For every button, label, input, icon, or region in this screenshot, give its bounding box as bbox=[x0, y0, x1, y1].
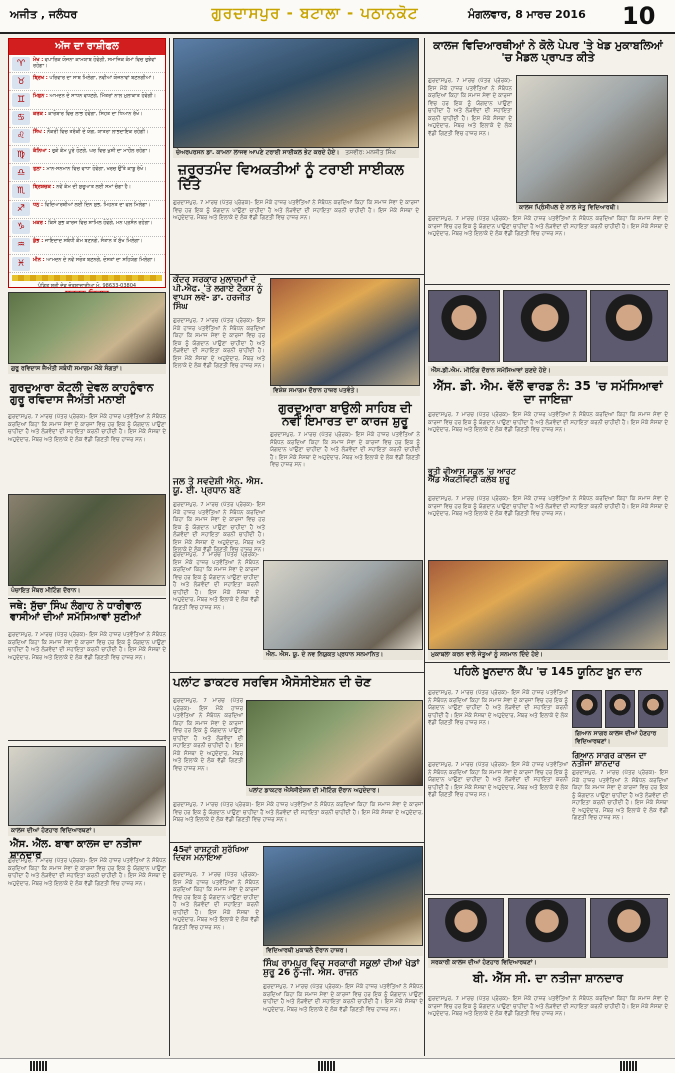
photo-credit: ਤਸਵੀਰ: ਮਨਜੀਤ ਸਿੰਘ bbox=[345, 149, 396, 156]
slogans-photo bbox=[263, 846, 423, 946]
horoscope-box bbox=[8, 38, 166, 288]
gyan-sagar-caption: ਗਿਆਨ ਸਾਗਰ ਕਾਲਜ ਦੀਆਂ ਹੋਣਹਾਰ ਵਿਦਿਆਰਥਣਾਂ। bbox=[572, 729, 668, 747]
womens-day-headline: 45ਵਾਂ ਰਾਸ਼ਟਰੀ ਸੁਰੱਖਿਆ ਦਿਵਸ ਮਨਾਇਆ bbox=[173, 845, 249, 863]
plant-headline: ਪਲਾਂਟ ਡਾਕਟਰ ਸਰਵਿਸ ਐਸੋਸੀਏਸ਼ਨ ਦੀ ਚੋਣ bbox=[173, 675, 371, 689]
gurdwara-kotli-body: ਗੁਰਦਾਸਪੁਰ, 7 ਮਾਰਚ (ਪੱਤਰ ਪ੍ਰੇਰਕ)- ਇਸ ਮੌਕੇ ਹਾਜ਼ਰ ਪਤਵੰਤਿਆਂ ਨੇ ਸੰਬੋਧਨ ਕਰਦਿਆਂ ਕਿਹਾ ਕਿ ਸਮਾਜ ਸੇਵਾ ਦੇ ਕਾਰਜਾਂ ਵਿਚ ਹਰ ਇਕ ਨੂੰ ਯੋਗਦਾਨ ਪਾਉਣਾ ਚਾਹੀਦਾ ਹੈ ਅਤੇ ਲੋੜਵੰਦਾਂ ਦੀ ਸਹਾਇਤਾ ਕਰਨੀ ਚਾਹੀਦੀ ਹੈ। ਇਸ ਮੌਕੇ ਸੰਸਥਾ ਦੇ ਅਹੁਦੇਦਾਰ, ਮੈਂਬਰ ਅਤੇ ਇਲਾਕੇ ਦੇ ਲੋਕ ਵੱਡੀ ਗਿਣਤੀ ਵਿਚ ਹਾਜ਼ਰ ਸਨ। bbox=[8, 414, 166, 443]
panchayat-caption: ਪੰਚਾਇਤ ਮੈਂਬਰ ਮੀਟਿੰਗ ਦੌਰਾਨ। bbox=[8, 586, 166, 596]
column-divider bbox=[169, 38, 170, 1056]
horoscope-row bbox=[9, 182, 165, 200]
horoscope-row bbox=[9, 55, 165, 73]
slogans-headline: ਸਿੰਘ ਰਾਮਪੁਰ ਵਿਚ ਸਰਕਾਰੀ ਸਕੂਲਾਂ ਦੀਆਂ ਖੇਡਾਂ ਸ਼ੁਰੂ 26 ਨੂੰ-ਜੀ. ਐਸ. ਰਾਜਨ bbox=[263, 959, 420, 979]
nsu-body: ਗੁਰਦਾਸਪੁਰ, 7 ਮਾਰਚ (ਪੱਤਰ ਪ੍ਰੇਰਕ)- ਇਸ ਮੌਕੇ ਹਾਜ਼ਰ ਪਤਵੰਤਿਆਂ ਨੇ ਸੰਬੋਧਨ ਕਰਦਿਆਂ ਕਿਹਾ ਕਿ ਸਮਾਜ ਸੇਵਾ ਦੇ ਕਾਰਜਾਂ ਵਿਚ ਹਰ ਇਕ ਨੂੰ ਯੋਗਦਾਨ ਪਾਉਣਾ ਚਾਹੀਦਾ ਹੈ ਅਤੇ ਲੋੜਵੰਦਾਂ ਦੀ ਸਹਾਇਤਾ ਕਰਨੀ ਚਾਹੀਦੀ ਹੈ। ਇਸ ਮੌਕੇ ਸੰਸਥਾ ਦੇ ਅਹੁਦੇਦਾਰ, ਮੈਂਬਰ ਅਤੇ ਇਲਾਕੇ ਦੇ ਲੋਕ ਵੱਡੀ ਗਿਣਤੀ ਵਿਚ ਹਾਜ਼ਰ ਸਨ। bbox=[173, 552, 259, 611]
ms-college-body: ਗੁਰਦਾਸਪੁਰ, 7 ਮਾਰਚ (ਪੱਤਰ ਪ੍ਰੇਰਕ)- ਇਸ ਮੌਕੇ ਹਾਜ਼ਰ ਪਤਵੰਤਿਆਂ ਨੇ ਸੰਬੋਧਨ ਕਰਦਿਆਂ ਕਿਹਾ ਕਿ ਸਮਾਜ ਸੇਵਾ ਦੇ ਕਾਰਜਾਂ ਵਿਚ ਹਰ ਇਕ ਨੂੰ ਯੋਗਦਾਨ ਪਾਉਣਾ ਚਾਹੀਦਾ ਹੈ ਅਤੇ ਲੋੜਵੰਦਾਂ ਦੀ ਸਹਾਇਤਾ ਕਰਨੀ ਚਾਹੀਦੀ ਹੈ। ਇਸ ਮੌਕੇ ਸੰਸਥਾ ਦੇ ਅਹੁਦੇਦਾਰ, ਮੈਂਬਰ ਅਤੇ ਇਲਾਕੇ ਦੇ ਲੋਕ ਵੱਡੀ ਗਿਣਤੀ ਵਿਚ ਹਾਜ਼ਰ ਸਨ। bbox=[8, 858, 166, 887]
nsu-photo bbox=[263, 560, 423, 650]
zodiac-icon: ♎ bbox=[12, 166, 30, 180]
sign-name: ਮੇਖ : bbox=[33, 56, 44, 63]
horoscope-divider bbox=[12, 275, 162, 281]
plant-body-2: ਗੁਰਦਾਸਪੁਰ, 7 ਮਾਰਚ (ਪੱਤਰ ਪ੍ਰੇਰਕ)- ਇਸ ਮੌਕੇ ਹਾਜ਼ਰ ਪਤਵੰਤਿਆਂ ਨੇ ਸੰਬੋਧਨ ਕਰਦਿਆਂ ਕਿਹਾ ਕਿ ਸਮਾਜ ਸੇਵਾ ਦੇ ਕਾਰਜਾਂ ਵਿਚ ਹਰ ਇਕ ਨੂੰ ਯੋਗਦਾਨ ਪਾਉਣਾ ਚਾਹੀਦਾ ਹੈ ਅਤੇ ਲੋੜਵੰਦਾਂ ਦੀ ਸਹਾਇਤਾ ਕਰਨੀ ਚਾਹੀਦੀ ਹੈ। ਇਸ ਮੌਕੇ ਸੰਸਥਾ ਦੇ ਅਹੁਦੇਦਾਰ, ਮੈਂਬਰ ਅਤੇ ਇਲਾਕੇ ਦੇ ਲੋਕ ਵੱਡੀ ਗਿਣਤੀ ਵਿਚ ਹਾਜ਼ਰ ਸਨ। bbox=[173, 802, 423, 823]
horoscope-text bbox=[33, 257, 165, 271]
gurdwara-kotli-photo bbox=[8, 292, 166, 364]
blood-body: ਗੁਰਦਾਸਪੁਰ, 7 ਮਾਰਚ (ਪੱਤਰ ਪ੍ਰੇਰਕ)- ਇਸ ਮੌਕੇ ਹਾਜ਼ਰ ਪਤਵੰਤਿਆਂ ਨੇ ਸੰਬੋਧਨ ਕਰਦਿਆਂ ਕਿਹਾ ਕਿ ਸਮਾਜ ਸੇਵਾ ਦੇ ਕਾਰਜਾਂ ਵਿਚ ਹਰ ਇਕ ਨੂੰ ਯੋਗਦਾਨ ਪਾਉਣਾ ਚਾਹੀਦਾ ਹੈ ਅਤੇ ਲੋੜਵੰਦਾਂ ਦੀ ਸਹਾਇਤਾ ਕਰਨੀ ਚਾਹੀਦੀ ਹੈ। ਇਸ ਮੌਕੇ ਸੰਸਥਾ ਦੇ ਅਹੁਦੇਦਾਰ, ਮੈਂਬਰ ਅਤੇ ਇਲਾਕੇ ਦੇ ਲੋਕ ਵੱਡੀ ਗਿਣਤੀ ਵਿਚ ਹਾਜ਼ਰ ਸਨ। bbox=[428, 690, 568, 726]
row-divider bbox=[425, 284, 670, 285]
bhoot-headline: ਭੂਤੀ ਵੀਆਸ ਸਕੂਲ 'ਚ ਆਰਟ ਐਂਡ ਐਕਟੀਵਿਟੀ ਕਲੱਬ ਸ਼ੁਰੂ bbox=[428, 467, 516, 485]
zodiac-icon: ♈ bbox=[12, 57, 30, 71]
sdm-photo-caption: ਐੱਸ.ਡੀ.ਐਮ. ਮੀਟਿੰਗ ਦੌਰਾਨ ਸਮੱਸਿਆਵਾਂ ਸੁਣਦੇ ਹੋਏ। bbox=[428, 366, 668, 376]
gurdwara-event-caption: ਵਿਸ਼ੇਸ਼ ਸਮਾਗਮ ਦੌਰਾਨ ਹਾਜ਼ਰ ਪਤਵੰਤੇ। bbox=[270, 386, 420, 396]
sign-name: ਕਰਕ : bbox=[33, 111, 47, 118]
sign-forecast: ਮਾਨ-ਸਨਮਾਨ ਵਿਚ ਵਾਧਾ ਹੋਵੇਗਾ, ਖਰਚ ਉੱਤੇ ਕਾਬੂ ਰੱਖੋ। bbox=[46, 165, 147, 172]
ms-college-headline: ਐੱਸ. ਐੱਲ. ਬਾਵਾ ਕਾਲਜ ਦਾ ਨਤੀਜਾ ਸ਼ਾਨਦਾਰ bbox=[10, 839, 142, 861]
sign-name: ਬ੍ਰਿਸ਼ਚਕ : bbox=[33, 183, 55, 190]
row-divider bbox=[170, 842, 424, 843]
student-photo-1 bbox=[572, 690, 602, 728]
water-body: ਗੁਰਦਾਸਪੁਰ, 7 ਮਾਰਚ (ਪੱਤਰ ਪ੍ਰੇਰਕ)- ਇਸ ਮੌਕੇ ਹਾਜ਼ਰ ਪਤਵੰਤਿਆਂ ਨੇ ਸੰਬੋਧਨ ਕਰਦਿਆਂ ਕਿਹਾ ਕਿ ਸਮਾਜ ਸੇਵਾ ਦੇ ਕਾਰਜਾਂ ਵਿਚ ਹਰ ਇਕ ਨੂੰ ਯੋਗਦਾਨ ਪਾਉਣਾ ਚਾਹੀਦਾ ਹੈ ਅਤੇ ਲੋੜਵੰਦਾਂ ਦੀ ਸਹਾਇਤਾ ਕਰਨੀ ਚਾਹੀਦੀ ਹੈ। ਇਸ ਮੌਕੇ ਸੰਸਥਾ ਦੇ ਅਹੁਦੇਦਾਰ, ਮੈਂਬਰ ਅਤੇ ਇਲਾਕੇ ਦੇ ਲੋਕ ਵੱਡੀ ਗਿਣਤੀ ਵਿਚ ਹਾਜ਼ਰ ਸਨ। bbox=[173, 502, 265, 553]
wheelchair-photo bbox=[173, 38, 419, 148]
sign-name: ਸਿੰਘ : bbox=[33, 129, 46, 136]
row-divider bbox=[8, 598, 166, 599]
row-divider bbox=[8, 740, 166, 741]
plant-body: ਗੁਰਦਾਸਪੁਰ, 7 ਮਾਰਚ (ਪੱਤਰ ਪ੍ਰੇਰਕ)- ਇਸ ਮੌਕੇ ਹਾਜ਼ਰ ਪਤਵੰਤਿਆਂ ਨੇ ਸੰਬੋਧਨ ਕਰਦਿਆਂ ਕਿਹਾ ਕਿ ਸਮਾਜ ਸੇਵਾ ਦੇ ਕਾਰਜਾਂ ਵਿਚ ਹਰ ਇਕ ਨੂੰ ਯੋਗਦਾਨ ਪਾਉਣਾ ਚਾਹੀਦਾ ਹੈ ਅਤੇ ਲੋੜਵੰਦਾਂ ਦੀ ਸਹਾਇਤਾ ਕਰਨੀ ਚਾਹੀਦੀ ਹੈ। ਇਸ ਮੌਕੇ ਸੰਸਥਾ ਦੇ ਅਹੁਦੇਦਾਰ, ਮੈਂਬਰ ਅਤੇ ਇਲਾਕੇ ਦੇ ਲੋਕ ਵੱਡੀ ਗਿਣਤੀ ਵਿਚ ਹਾਜ਼ਰ ਸਨ। bbox=[173, 698, 243, 772]
sign-forecast: ਜਾਇਦਾਦ ਸਬੰਧੀ ਕੰਮ ਬਣਨਗੇ, ਸੰਤਾਨ ਤੋਂ ਸੁੱਖ ਮਿਲੇਗਾ। bbox=[44, 238, 143, 245]
sign-forecast: ਕਾਰੋਬਾਰ ਵਿਚ ਲਾਭ ਹੋਵੇਗਾ, ਸਿਹਤ ਦਾ ਧਿਆਨ ਰੱਖੋ। bbox=[48, 111, 143, 118]
horoscope-row bbox=[9, 219, 165, 237]
sdm-portrait-2 bbox=[503, 290, 587, 362]
central-govt-headline: ਕੇਂਦਰ ਸਰਕਾਰ ਮੁਲਾਜ਼ਮਾਂ ਦੇ ਪੀ.ਐਫ. 'ਤੇ ਲਗਾਏ ਟੈਕਸ ਨੂੰ ਵਾਪਸ ਲਵੇ- ਡਾ. ਹਰਜੀਤ ਸਿੰਘ bbox=[173, 275, 263, 312]
sdm-body: ਗੁਰਦਾਸਪੁਰ, 7 ਮਾਰਚ (ਪੱਤਰ ਪ੍ਰੇਰਕ)- ਇਸ ਮੌਕੇ ਹਾਜ਼ਰ ਪਤਵੰਤਿਆਂ ਨੇ ਸੰਬੋਧਨ ਕਰਦਿਆਂ ਕਿਹਾ ਕਿ ਸਮਾਜ ਸੇਵਾ ਦੇ ਕਾਰਜਾਂ ਵਿਚ ਹਰ ਇਕ ਨੂੰ ਯੋਗਦਾਨ ਪਾਉਣਾ ਚਾਹੀਦਾ ਹੈ ਅਤੇ ਲੋੜਵੰਦਾਂ ਦੀ ਸਹਾਇਤਾ ਕਰਨੀ ਚਾਹੀਦੀ ਹੈ। ਇਸ ਮੌਕੇ ਸੰਸਥਾ ਦੇ ਅਹੁਦੇਦਾਰ, ਮੈਂਬਰ ਅਤੇ ਇਲਾਕੇ ਦੇ ਲੋਕ ਵੱਡੀ ਗਿਣਤੀ ਵਿਚ ਹਾਜ਼ਰ ਸਨ। bbox=[428, 412, 668, 433]
bsc-photo-1 bbox=[428, 898, 504, 958]
page-number: 10 bbox=[622, 2, 656, 30]
ms-college-photo bbox=[8, 746, 166, 826]
panchayat-body: ਗੁਰਦਾਸਪੁਰ, 7 ਮਾਰਚ (ਪੱਤਰ ਪ੍ਰੇਰਕ)- ਇਸ ਮੌਕੇ ਹਾਜ਼ਰ ਪਤਵੰਤਿਆਂ ਨੇ ਸੰਬੋਧਨ ਕਰਦਿਆਂ ਕਿਹਾ ਕਿ ਸਮਾਜ ਸੇਵਾ ਦੇ ਕਾਰਜਾਂ ਵਿਚ ਹਰ ਇਕ ਨੂੰ ਯੋਗਦਾਨ ਪਾਉਣਾ ਚਾਹੀਦਾ ਹੈ ਅਤੇ ਲੋੜਵੰਦਾਂ ਦੀ ਸਹਾਇਤਾ ਕਰਨੀ ਚਾਹੀਦੀ ਹੈ। ਇਸ ਮੌਕੇ ਸੰਸਥਾ ਦੇ ਅਹੁਦੇਦਾਰ, ਮੈਂਬਰ ਅਤੇ ਇਲਾਕੇ ਦੇ ਲੋਕ ਵੱਡੀ ਗਿਣਤੀ ਵਿਚ ਹਾਜ਼ਰ ਸਨ। bbox=[8, 632, 166, 661]
row-divider bbox=[170, 672, 424, 673]
sdm-portrait-3 bbox=[590, 290, 668, 362]
student-photo-3 bbox=[638, 690, 668, 728]
row-divider bbox=[425, 894, 670, 895]
sign-name: ਮਿਥੁਨ : bbox=[33, 92, 48, 99]
gurdwara-event-photo bbox=[270, 278, 420, 386]
horoscope-row bbox=[9, 128, 165, 146]
horoscope-row bbox=[9, 237, 165, 255]
nsu-caption: ਐਨ. ਐਸ. ਯੂ. ਦੇ ਨਵ ਨਿਯੁਕਤ ਪ੍ਰਧਾਨ ਸਨਮਾਨਿਤ। bbox=[263, 650, 423, 660]
horoscope-text bbox=[33, 238, 165, 252]
sign-forecast: ਕਿਸੇ ਸ਼ੁਭ ਕਾਰਜ ਵਿਚ ਸ਼ਾਮਿਲ ਹੋਵੋਗੇ, ਮਨ ਪ੍ਰਸੰਨ ਰਹੇਗਾ। bbox=[48, 220, 153, 227]
sign-name: ਬ੍ਰਿਖ : bbox=[33, 74, 48, 81]
zodiac-icon: ♍ bbox=[12, 148, 30, 162]
sdm-portrait-1 bbox=[428, 290, 500, 362]
horoscope-text bbox=[33, 220, 165, 234]
horoscope-text bbox=[33, 129, 165, 143]
registration-marks bbox=[620, 1061, 637, 1071]
panchayat-photo bbox=[8, 494, 166, 586]
gurdwara-kotli-headline: ਗੁਰਦੁਆਰਾ ਕੋਟਲੀ ਦੇਵਲ ਕਾਹਨੂੰਵਾਨ ਗੁਰੂ ਰਵਿਦਾਸ ਜੈਅੰਤੀ ਮਨਾਈ bbox=[10, 381, 154, 406]
horoscope-title: ਅੱਜ ਦਾ ਰਾਸ਼ੀਫਲ bbox=[9, 39, 165, 55]
sign-name: ਧਨੁ : bbox=[33, 202, 44, 209]
award-photo bbox=[428, 560, 668, 650]
gyan-sagar-body: ਗੁਰਦਾਸਪੁਰ, 7 ਮਾਰਚ (ਪੱਤਰ ਪ੍ਰੇਰਕ)- ਇਸ ਮੌਕੇ ਹਾਜ਼ਰ ਪਤਵੰਤਿਆਂ ਨੇ ਸੰਬੋਧਨ ਕਰਦਿਆਂ ਕਿਹਾ ਕਿ ਸਮਾਜ ਸੇਵਾ ਦੇ ਕਾਰਜਾਂ ਵਿਚ ਹਰ ਇਕ ਨੂੰ ਯੋਗਦਾਨ ਪਾਉਣਾ ਚਾਹੀਦਾ ਹੈ ਅਤੇ ਲੋੜਵੰਦਾਂ ਦੀ ਸਹਾਇਤਾ ਕਰਨੀ ਚਾਹੀਦੀ ਹੈ। ਇਸ ਮੌਕੇ ਸੰਸਥਾ ਦੇ ਅਹੁਦੇਦਾਰ, ਮੈਂਬਰ ਅਤੇ ਇਲਾਕੇ ਦੇ ਲੋਕ ਵੱਡੀ ਗਿਣਤੀ ਵਿਚ ਹਾਜ਼ਰ ਸਨ। bbox=[572, 770, 668, 821]
section-title: ਗੁਰਦਾਸਪੁਰ - ਬਟਾਲਾ - ਪਠਾਨਕੋਟ bbox=[211, 4, 419, 22]
water-headline: ਜਲ ਤੇ ਸਵਦੇਸ਼ੀ ਐਨ. ਐਸ. ਯੂ. ਈ. ਪ੍ਰਧਾਨ ਬਣੇ bbox=[173, 477, 264, 497]
slogans-caption: ਵਿਦਿਆਰਥੀ ਮੁਕਾਬਲੇ ਦੌਰਾਨ ਹਾਜ਼ਰ। bbox=[263, 946, 423, 956]
slogans-body: ਗੁਰਦਾਸਪੁਰ, 7 ਮਾਰਚ (ਪੱਤਰ ਪ੍ਰੇਰਕ)- ਇਸ ਮੌਕੇ ਹਾਜ਼ਰ ਪਤਵੰਤਿਆਂ ਨੇ ਸੰਬੋਧਨ ਕਰਦਿਆਂ ਕਿਹਾ ਕਿ ਸਮਾਜ ਸੇਵਾ ਦੇ ਕਾਰਜਾਂ ਵਿਚ ਹਰ ਇਕ ਨੂੰ ਯੋਗਦਾਨ ਪਾਉਣਾ ਚਾਹੀਦਾ ਹੈ ਅਤੇ ਲੋੜਵੰਦਾਂ ਦੀ ਸਹਾਇਤਾ ਕਰਨੀ ਚਾਹੀਦੀ ਹੈ। ਇਸ ਮੌਕੇ ਸੰਸਥਾ ਦੇ ਅਹੁਦੇਦਾਰ, ਮੈਂਬਰ ਅਤੇ ਇਲਾਕੇ ਦੇ ਲੋਕ ਵੱਡੀ ਗਿਣਤੀ ਵਿਚ ਹਾਜ਼ਰ ਸਨ। bbox=[263, 984, 423, 1013]
college-contest-body: ਗੁਰਦਾਸਪੁਰ, 7 ਮਾਰਚ (ਪੱਤਰ ਪ੍ਰੇਰਕ)- ਇਸ ਮੌਕੇ ਹਾਜ਼ਰ ਪਤਵੰਤਿਆਂ ਨੇ ਸੰਬੋਧਨ ਕਰਦਿਆਂ ਕਿਹਾ ਕਿ ਸਮਾਜ ਸੇਵਾ ਦੇ ਕਾਰਜਾਂ ਵਿਚ ਹਰ ਇਕ ਨੂੰ ਯੋਗਦਾਨ ਪਾਉਣਾ ਚਾਹੀਦਾ ਹੈ ਅਤੇ ਲੋੜਵੰਦਾਂ ਦੀ ਸਹਾਇਤਾ ਕਰਨੀ ਚਾਹੀਦੀ ਹੈ। ਇਸ ਮੌਕੇ ਸੰਸਥਾ ਦੇ ਅਹੁਦੇਦਾਰ, ਮੈਂਬਰ ਅਤੇ ਇਲਾਕੇ ਦੇ ਲੋਕ ਵੱਡੀ ਗਿਣਤੀ ਵਿਚ ਹਾਜ਼ਰ ਸਨ। bbox=[428, 78, 512, 137]
horoscope-text bbox=[33, 75, 165, 89]
gurdwara-body: ਗੁਰਦਾਸਪੁਰ, 7 ਮਾਰਚ (ਪੱਤਰ ਪ੍ਰੇਰਕ)- ਇਸ ਮੌਕੇ ਹਾਜ਼ਰ ਪਤਵੰਤਿਆਂ ਨੇ ਸੰਬੋਧਨ ਕਰਦਿਆਂ ਕਿਹਾ ਕਿ ਸਮਾਜ ਸੇਵਾ ਦੇ ਕਾਰਜਾਂ ਵਿਚ ਹਰ ਇਕ ਨੂੰ ਯੋਗਦਾਨ ਪਾਉਣਾ ਚਾਹੀਦਾ ਹੈ ਅਤੇ ਲੋੜਵੰਦਾਂ ਦੀ ਸਹਾਇਤਾ ਕਰਨੀ ਚਾਹੀਦੀ ਹੈ। ਇਸ ਮੌਕੇ ਸੰਸਥਾ ਦੇ ਅਹੁਦੇਦਾਰ, ਮੈਂਬਰ ਅਤੇ ਇਲਾਕੇ ਦੇ ਲੋਕ ਵੱਡੀ ਗਿਣਤੀ ਵਿਚ ਹਾਜ਼ਰ ਸਨ। bbox=[270, 432, 420, 468]
womens-day-body: ਗੁਰਦਾਸਪੁਰ, 7 ਮਾਰਚ (ਪੱਤਰ ਪ੍ਰੇਰਕ)- ਇਸ ਮੌਕੇ ਹਾਜ਼ਰ ਪਤਵੰਤਿਆਂ ਨੇ ਸੰਬੋਧਨ ਕਰਦਿਆਂ ਕਿਹਾ ਕਿ ਸਮਾਜ ਸੇਵਾ ਦੇ ਕਾਰਜਾਂ ਵਿਚ ਹਰ ਇਕ ਨੂੰ ਯੋਗਦਾਨ ਪਾਉਣਾ ਚਾਹੀਦਾ ਹੈ ਅਤੇ ਲੋੜਵੰਦਾਂ ਦੀ ਸਹਾਇਤਾ ਕਰਨੀ ਚਾਹੀਦੀ ਹੈ। ਇਸ ਮੌਕੇ ਸੰਸਥਾ ਦੇ ਅਹੁਦੇਦਾਰ, ਮੈਂਬਰ ਅਤੇ ਇਲਾਕੇ ਦੇ ਲੋਕ ਵੱਡੀ ਗਿਣਤੀ ਵਿਚ ਹਾਜ਼ਰ ਸਨ। bbox=[173, 872, 259, 931]
award-caption: ਮੁਕਾਬਲਾ ਕਰਨ ਵਾਲੇ ਜੇਤੂਆਂ ਨੂੰ ਸਨਮਾਨ ਦਿੰਦੇ ਹੋਏ। bbox=[428, 650, 668, 660]
gurdwara-kotli-caption: ਗੁਰੂ ਰਵਿਦਾਸ ਜੈਅੰਤੀ ਸਬੰਧੀ ਸਮਾਗਮ ਮੌਕੇ ਸੰਗਤਾਂ। bbox=[8, 364, 166, 374]
horoscope-row bbox=[9, 164, 165, 182]
zodiac-icon: ♉ bbox=[12, 75, 30, 89]
print-footer-strip bbox=[0, 1058, 675, 1073]
horoscope-text bbox=[33, 93, 165, 107]
college-contest-photo bbox=[516, 75, 668, 203]
column-divider bbox=[424, 38, 425, 1056]
registration-marks bbox=[318, 1061, 335, 1071]
bsc-photo-2 bbox=[508, 898, 586, 958]
panchayat-headline: ਜਥੇ: ਸੁੱਚਾ ਸਿੰਘ ਲੰਗਾਹ ਨੇ ਧਾਰੀਵਾਲ ਵਾਸੀਆਂ ਦੀਆਂ ਸਮੱਸਿਆਵਾਂ ਸੁਣੀਆਂ bbox=[10, 601, 142, 623]
zodiac-icon: ♑ bbox=[12, 220, 30, 234]
page-header bbox=[0, 0, 675, 34]
sign-forecast: ਨਵੇਂ ਕੰਮ ਦੀ ਸ਼ੁਰੂਆਤ ਲਈ ਸਮਾਂ ਚੰਗਾ ਹੈ। bbox=[56, 183, 132, 190]
sign-name: ਮਕਰ : bbox=[33, 220, 47, 227]
zodiac-icon: ♒ bbox=[12, 238, 30, 252]
gurdwara-headline: ਗੁਰਦੁਆਰਾ ਬਾਉਲੀ ਸਾਹਿਬ ਦੀ ਨਵੀਂ ਇਮਾਰਤ ਦਾ ਕਾਰਜ ਸ਼ੁਰੂ bbox=[278, 401, 412, 428]
bsc-photo-3 bbox=[590, 898, 668, 958]
sdm-headline: ਐੱਸ. ਡੀ. ਐਮ. ਵੱਲੋਂ ਵਾਰਡ ਨੰ: 35 'ਚ ਸਮੱਸਿਆਵਾਂ ਦਾ ਜਾਇਜ਼ਾ bbox=[433, 379, 663, 406]
row-divider bbox=[170, 274, 424, 275]
sign-forecast: ਰੁਕੇ ਕੰਮ ਪੂਰੇ ਹੋਣਗੇ, ਘਰ ਵਿਚ ਖੁਸ਼ੀ ਦਾ ਮਾਹੌਲ ਰਹੇਗਾ। bbox=[51, 147, 151, 154]
sign-forecast: ਵਪਾਰਿਕ ਯੋਜਨਾ ਕਾਮਯਾਬ ਹੋਵੇਗੀ, ਸਮਾਜਿਕ ਕੰਮਾਂ ਵਿਚ ਰੁਝੇਵਾਂ ਰਹੇਗਾ। bbox=[33, 56, 156, 70]
horoscope-list bbox=[9, 55, 165, 273]
masthead-left: ਅਜੀਤ , ਜਲੰਧਰ bbox=[10, 8, 78, 21]
horoscope-text bbox=[33, 148, 165, 162]
college-contest-body-2: ਗੁਰਦਾਸਪੁਰ, 7 ਮਾਰਚ (ਪੱਤਰ ਪ੍ਰੇਰਕ)- ਇਸ ਮੌਕੇ ਹਾਜ਼ਰ ਪਤਵੰਤਿਆਂ ਨੇ ਸੰਬੋਧਨ ਕਰਦਿਆਂ ਕਿਹਾ ਕਿ ਸਮਾਜ ਸੇਵਾ ਦੇ ਕਾਰਜਾਂ ਵਿਚ ਹਰ ਇਕ ਨੂੰ ਯੋਗਦਾਨ ਪਾਉਣਾ ਚਾਹੀਦਾ ਹੈ ਅਤੇ ਲੋੜਵੰਦਾਂ ਦੀ ਸਹਾਇਤਾ ਕਰਨੀ ਚਾਹੀਦੀ ਹੈ। ਇਸ ਮੌਕੇ ਸੰਸਥਾ ਦੇ ਅਹੁਦੇਦਾਰ, ਮੈਂਬਰ ਅਤੇ ਇਲਾਕੇ ਦੇ ਲੋਕ ਵੱਡੀ ਗਿਣਤੀ ਵਿਚ ਹਾਜ਼ਰ ਸਨ। bbox=[428, 216, 668, 237]
caption-text: ਚੇਅਰਪਰਸਨ ਡਾ. ਕਾਮਨਾ ਲਾਜਵ ਆਪਣੇ ਟਰਾਈ ਸਾਈਕਲ ਭੇਟ ਕਰਦੇ ਹੋਏ। bbox=[176, 149, 340, 156]
zodiac-icon: ♏ bbox=[12, 184, 30, 198]
sign-name: ਮੀਨ : bbox=[33, 256, 45, 263]
horoscope-footer: ਪੰਡਿਤ ਸ਼੍ਰੀ ਦੇਵ ਜੋਤਸ਼ਾਚਾਰੀਆ ਮੋ. 98633-03804 bbox=[37, 283, 137, 290]
student-photo-2 bbox=[605, 690, 635, 728]
horoscope-text bbox=[33, 57, 165, 71]
wheelchair-headline: ਜ਼ਰੂਰਤਮੰਦ ਵਿਅਕਤੀਆਂ ਨੂੰ ਟਰਾਈ ਸਾਈਕਲ ਦਿੱਤੇ bbox=[178, 162, 404, 193]
row-divider bbox=[425, 662, 670, 663]
sign-forecast: ਨੌਕਰੀ ਵਿਚ ਤਰੱਕੀ ਦੇ ਯੋਗ, ਯਾਤਰਾ ਲਾਭਦਾਇਕ ਰਹੇਗੀ। bbox=[47, 129, 149, 136]
issue-date: ਮੰਗਲਵਾਰ, 8 ਮਾਰਚ 2016 bbox=[468, 8, 586, 21]
gyan-sagar-headline: ਗਿਆਨ ਸਾਗਰ ਕਾਲਜ ਦਾ ਨਤੀਜਾ ਸ਼ਾਨਦਾਰ bbox=[572, 751, 647, 769]
zodiac-icon: ♓ bbox=[12, 257, 30, 271]
wheelchair-photo-caption bbox=[173, 148, 419, 158]
zodiac-icon: ♐ bbox=[12, 202, 30, 216]
horoscope-text bbox=[33, 202, 165, 216]
sign-name: ਤੁਲਾ : bbox=[33, 165, 45, 172]
bsc-headline: ਬੀ. ਐੱਸ ਸੀ. ਦਾ ਨਤੀਜਾ ਸ਼ਾਨਦਾਰ bbox=[472, 971, 624, 985]
blood-body-2: ਗੁਰਦਾਸਪੁਰ, 7 ਮਾਰਚ (ਪੱਤਰ ਪ੍ਰੇਰਕ)- ਇਸ ਮੌਕੇ ਹਾਜ਼ਰ ਪਤਵੰਤਿਆਂ ਨੇ ਸੰਬੋਧਨ ਕਰਦਿਆਂ ਕਿਹਾ ਕਿ ਸਮਾਜ ਸੇਵਾ ਦੇ ਕਾਰਜਾਂ ਵਿਚ ਹਰ ਇਕ ਨੂੰ ਯੋਗਦਾਨ ਪਾਉਣਾ ਚਾਹੀਦਾ ਹੈ ਅਤੇ ਲੋੜਵੰਦਾਂ ਦੀ ਸਹਾਇਤਾ ਕਰਨੀ ਚਾਹੀਦੀ ਹੈ। ਇਸ ਮੌਕੇ ਸੰਸਥਾ ਦੇ ਅਹੁਦੇਦਾਰ, ਮੈਂਬਰ ਅਤੇ ਇਲਾਕੇ ਦੇ ਲੋਕ ਵੱਡੀ ਗਿਣਤੀ ਵਿਚ ਹਾਜ਼ਰ ਸਨ। bbox=[428, 762, 568, 798]
sign-forecast: ਆਮਦਨ ਦੇ ਨਵੇਂ ਸਰੋਤ ਬਣਨਗੇ, ਦੋਸਤਾਂ ਦਾ ਸਹਿਯੋਗ ਮਿਲੇਗਾ। bbox=[46, 256, 156, 263]
bsc-body: ਗੁਰਦਾਸਪੁਰ, 7 ਮਾਰਚ (ਪੱਤਰ ਪ੍ਰੇਰਕ)- ਇਸ ਮੌਕੇ ਹਾਜ਼ਰ ਪਤਵੰਤਿਆਂ ਨੇ ਸੰਬੋਧਨ ਕਰਦਿਆਂ ਕਿਹਾ ਕਿ ਸਮਾਜ ਸੇਵਾ ਦੇ ਕਾਰਜਾਂ ਵਿਚ ਹਰ ਇਕ ਨੂੰ ਯੋਗਦਾਨ ਪਾਉਣਾ ਚਾਹੀਦਾ ਹੈ ਅਤੇ ਲੋੜਵੰਦਾਂ ਦੀ ਸਹਾਇਤਾ ਕਰਨੀ ਚਾਹੀਦੀ ਹੈ। ਇਸ ਮੌਕੇ ਸੰਸਥਾ ਦੇ ਅਹੁਦੇਦਾਰ, ਮੈਂਬਰ ਅਤੇ ਇਲਾਕੇ ਦੇ ਲੋਕ ਵੱਡੀ ਗਿਣਤੀ ਵਿਚ ਹਾਜ਼ਰ ਸਨ। bbox=[428, 996, 668, 1017]
horoscope-row bbox=[9, 146, 165, 164]
horoscope-row bbox=[9, 201, 165, 219]
horoscope-row bbox=[9, 110, 165, 128]
horoscope-row bbox=[9, 91, 165, 109]
horoscope-row bbox=[9, 255, 165, 273]
sign-forecast: ਵਿਦਿਆਰਥੀਆਂ ਲਈ ਦਿਨ ਸ਼ੁਭ, ਮਿਹਨਤ ਦਾ ਫਲ ਮਿਲੇਗਾ। bbox=[44, 202, 151, 209]
sign-forecast: ਆਮਦਨ ਦੇ ਸਾਧਨ ਵਧਣਗੇ, ਮਿੱਤਰਾਂ ਨਾਲ ਮੁਲਾਕਾਤ ਹੋਵੇਗੀ। bbox=[49, 92, 157, 99]
ms-college-caption: ਕਾਲਜ ਦੀਆਂ ਹੋਣਹਾਰ ਵਿਦਿਆਰਥਣਾਂ। bbox=[8, 826, 166, 836]
sign-name: ਕੁੰਭ : bbox=[33, 238, 44, 245]
horoscope-text bbox=[33, 184, 165, 198]
registration-marks bbox=[30, 1061, 47, 1071]
horoscope-text bbox=[33, 166, 165, 180]
zodiac-icon: ♌ bbox=[12, 129, 30, 143]
sign-forecast: ਪਰਿਵਾਰ ਦਾ ਸਾਥ ਮਿਲੇਗਾ, ਨਵੀਆਂ ਯੋਜਨਾਵਾਂ ਬਣਨਗੀਆਂ। bbox=[49, 74, 155, 81]
zodiac-icon: ♊ bbox=[12, 93, 30, 107]
bhoot-body: ਗੁਰਦਾਸਪੁਰ, 7 ਮਾਰਚ (ਪੱਤਰ ਪ੍ਰੇਰਕ)- ਇਸ ਮੌਕੇ ਹਾਜ਼ਰ ਪਤਵੰਤਿਆਂ ਨੇ ਸੰਬੋਧਨ ਕਰਦਿਆਂ ਕਿਹਾ ਕਿ ਸਮਾਜ ਸੇਵਾ ਦੇ ਕਾਰਜਾਂ ਵਿਚ ਹਰ ਇਕ ਨੂੰ ਯੋਗਦਾਨ ਪਾਉਣਾ ਚਾਹੀਦਾ ਹੈ ਅਤੇ ਲੋੜਵੰਦਾਂ ਦੀ ਸਹਾਇਤਾ ਕਰਨੀ ਚਾਹੀਦੀ ਹੈ। ਇਸ ਮੌਕੇ ਸੰਸਥਾ ਦੇ ਅਹੁਦੇਦਾਰ, ਮੈਂਬਰ ਅਤੇ ਇਲਾਕੇ ਦੇ ਲੋਕ ਵੱਡੀ ਗਿਣਤੀ ਵਿਚ ਹਾਜ਼ਰ ਸਨ। bbox=[428, 496, 668, 517]
sign-name: ਕੰਨਿਆ : bbox=[33, 147, 51, 154]
horoscope-row bbox=[9, 73, 165, 91]
college-contest-caption: ਕਾਲਜ ਪ੍ਰਿੰਸੀਪਲ ਦੇ ਨਾਲ ਜੇਤੂ ਵਿਦਿਆਰਥੀ। bbox=[516, 203, 668, 213]
central-govt-body: ਗੁਰਦਾਸਪੁਰ, 7 ਮਾਰਚ (ਪੱਤਰ ਪ੍ਰੇਰਕ)- ਇਸ ਮੌਕੇ ਹਾਜ਼ਰ ਪਤਵੰਤਿਆਂ ਨੇ ਸੰਬੋਧਨ ਕਰਦਿਆਂ ਕਿਹਾ ਕਿ ਸਮਾਜ ਸੇਵਾ ਦੇ ਕਾਰਜਾਂ ਵਿਚ ਹਰ ਇਕ ਨੂੰ ਯੋਗਦਾਨ ਪਾਉਣਾ ਚਾਹੀਦਾ ਹੈ ਅਤੇ ਲੋੜਵੰਦਾਂ ਦੀ ਸਹਾਇਤਾ ਕਰਨੀ ਚਾਹੀਦੀ ਹੈ। ਇਸ ਮੌਕੇ ਸੰਸਥਾ ਦੇ ਅਹੁਦੇਦਾਰ, ਮੈਂਬਰ ਅਤੇ ਇਲਾਕੇ ਦੇ ਲੋਕ ਵੱਡੀ ਗਿਣਤੀ ਵਿਚ ਹਾਜ਼ਰ ਸਨ। bbox=[173, 318, 265, 369]
blood-headline: ਪਹਿਲੇ ਖ਼ੂਨਦਾਨ ਕੈਂਪ 'ਚ 145 ਯੂਨਿਟ ਖ਼ੂਨ ਦਾਨ bbox=[454, 665, 642, 678]
plant-photo bbox=[246, 700, 423, 786]
zodiac-icon: ♋ bbox=[12, 111, 30, 125]
horoscope-text bbox=[33, 111, 165, 125]
bsc-caption: ਸਰਕਾਰੀ ਕਾਲਜ ਦੀਆਂ ਹੋਣਹਾਰ ਵਿਦਿਆਰਥਣਾਂ। bbox=[428, 958, 668, 968]
wheelchair-body: ਗੁਰਦਾਸਪੁਰ, 7 ਮਾਰਚ (ਪੱਤਰ ਪ੍ਰੇਰਕ)- ਇਸ ਮੌਕੇ ਹਾਜ਼ਰ ਪਤਵੰਤਿਆਂ ਨੇ ਸੰਬੋਧਨ ਕਰਦਿਆਂ ਕਿਹਾ ਕਿ ਸਮਾਜ ਸੇਵਾ ਦੇ ਕਾਰਜਾਂ ਵਿਚ ਹਰ ਇਕ ਨੂੰ ਯੋਗਦਾਨ ਪਾਉਣਾ ਚਾਹੀਦਾ ਹੈ ਅਤੇ ਲੋੜਵੰਦਾਂ ਦੀ ਸਹਾਇਤਾ ਕਰਨੀ ਚਾਹੀਦੀ ਹੈ। ਇਸ ਮੌਕੇ ਸੰਸਥਾ ਦੇ ਅਹੁਦੇਦਾਰ, ਮੈਂਬਰ ਅਤੇ ਇਲਾਕੇ ਦੇ ਲੋਕ ਵੱਡੀ ਗਿਣਤੀ ਵਿਚ ਹਾਜ਼ਰ ਸਨ। bbox=[173, 200, 419, 221]
college-contest-headline: ਕਾਲਜ ਵਿਦਿਆਰਥੀਆਂ ਨੇ ਕੋਲੇ ਪੇਪਰ 'ਤੇ ਖੇਡ ਮੁਕਾਬਲਿਆਂ 'ਚ ਮੈਡਲ ਪ੍ਰਾਪਤ ਕੀਤੇ bbox=[433, 39, 663, 64]
plant-caption: ਪਲਾਂਟ ਡਾਕਟਰ ਐਸੋਸੀਏਸ਼ਨ ਦੀ ਮੀਟਿੰਗ ਦੌਰਾਨ ਅਹੁਦੇਦਾਰ। bbox=[246, 786, 423, 796]
